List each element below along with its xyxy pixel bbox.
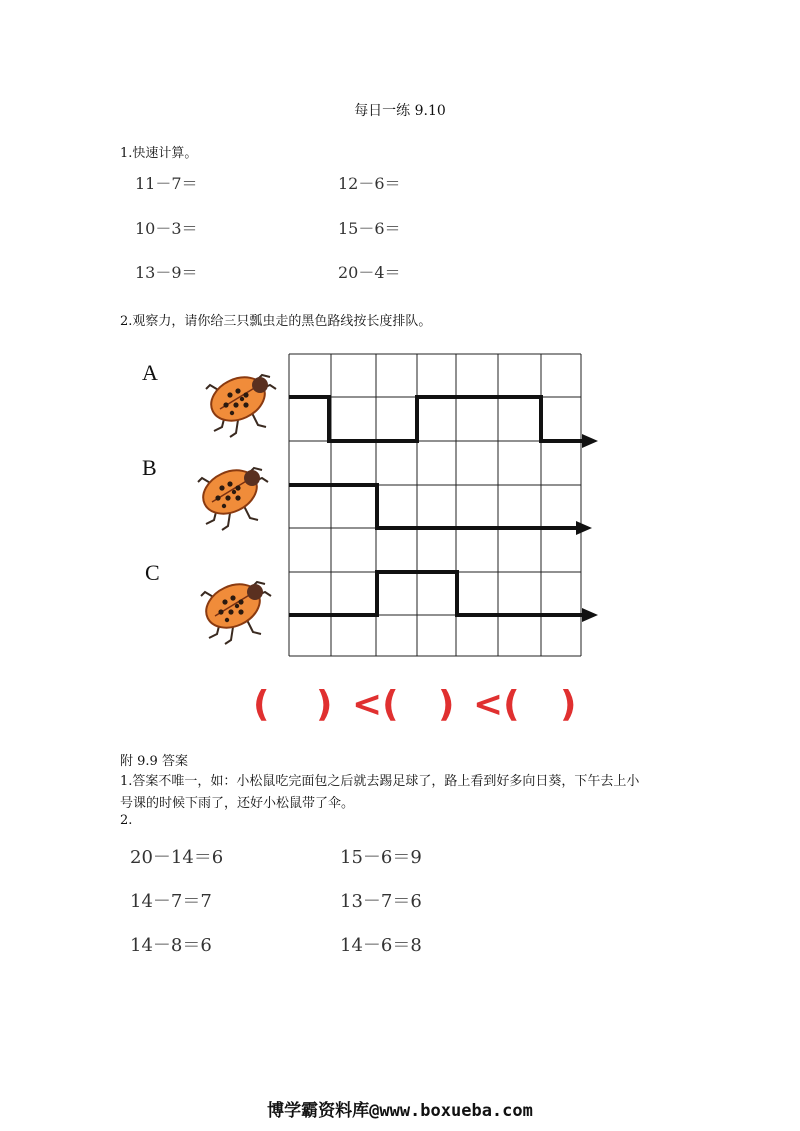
- ladybug-c-icon: [195, 572, 277, 647]
- question-1-heading: 1.快速计算。: [120, 146, 198, 161]
- expression: 10－3＝: [135, 219, 198, 238]
- page-title: 每日一练 9.10: [354, 103, 446, 119]
- expression: 12－6＝: [338, 174, 401, 193]
- answer-2-heading: 2.: [120, 813, 133, 828]
- arrow-a-icon: [582, 434, 598, 448]
- ladybug-a-icon: [200, 365, 282, 440]
- path-label-b: B: [142, 455, 157, 480]
- answer-1-line-1: 1.答案不唯一，如：小松鼠吃完面包之后就去踢足球了，路上看到好多向日葵，下午去上小: [120, 774, 640, 789]
- answers-heading: 附 9.9 答案: [120, 754, 188, 769]
- answer-expression: 14－8＝6: [130, 935, 212, 956]
- close-paren: ): [438, 684, 455, 725]
- footer-watermark: 博学霸资料库@www.boxueba.com: [267, 1101, 533, 1121]
- expression: 11－7＝: [135, 174, 198, 193]
- expression: 15－6＝: [338, 219, 401, 238]
- path-label-c: C: [145, 560, 160, 585]
- open-paren: (: [253, 684, 270, 725]
- path-a: [289, 397, 585, 441]
- answer-expression: 13－7＝6: [340, 891, 422, 912]
- answer-expression: 14－6＝8: [340, 935, 422, 956]
- ladybug-b-icon: [192, 458, 274, 533]
- answer-expression: 20－14＝6: [130, 847, 224, 868]
- close-paren: ): [316, 684, 333, 725]
- answer-expression: 15－6＝9: [340, 847, 422, 868]
- path-grid: [280, 345, 610, 665]
- answer-1-line-2: 号课的时候下雨了，还好小松鼠带了伞。: [120, 796, 355, 811]
- question-2-heading: 2.观察力，请你给三只瓢虫走的黑色路线按长度排队。: [120, 314, 432, 329]
- less-than-open: <(: [473, 684, 520, 725]
- expression: 20－4＝: [338, 263, 401, 282]
- answer-expression: 14－7＝7: [130, 891, 212, 912]
- expression: 13－9＝: [135, 263, 198, 282]
- less-than-open: <(: [352, 684, 399, 725]
- close-paren: ): [560, 684, 577, 725]
- arrow-c-icon: [582, 608, 598, 622]
- arrow-b-icon: [576, 521, 592, 535]
- path-label-a: A: [142, 360, 158, 385]
- path-b: [289, 485, 580, 528]
